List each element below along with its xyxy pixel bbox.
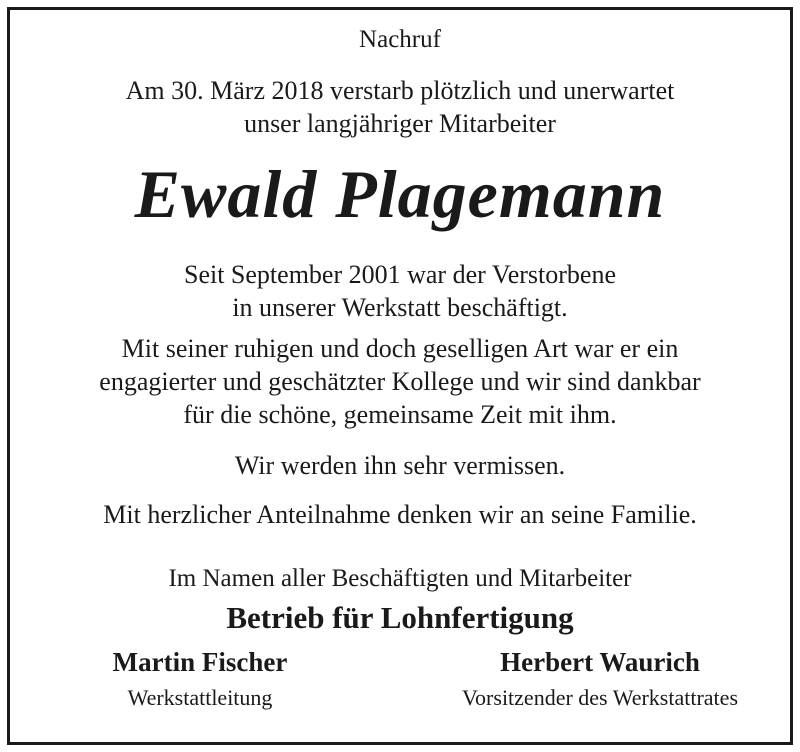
employment-line-1: Seit September 2001 war der Verstorbene [183, 260, 616, 289]
company-name: Betrieb für Lohnfertigung [226, 600, 574, 635]
obituary-notice [7, 7, 793, 745]
tribute-paragraph [10, 332, 790, 431]
signatory-role-left: Werkstattleitung [127, 685, 273, 710]
on-behalf-line: Im Namen aller Beschäftigten und Mitarbeiter [168, 565, 632, 592]
signatory-name-left: Martin Fischer [112, 647, 288, 677]
intro-line-2: unser langjähriger Mitarbeiter [244, 109, 556, 138]
employment-paragraph [10, 258, 790, 324]
intro-text [10, 74, 790, 140]
deceased-name: Ewald Plagemann [134, 156, 666, 232]
signatory-role-right: Vorsitzender des Werkstattrates [462, 685, 738, 710]
employment-line-2: in unserer Werkstatt beschäftigt. [232, 293, 568, 322]
condolence-sentence: Mit herzlicher Anteilnahme denken wir an seine Familie. [103, 500, 697, 529]
tribute-line-1: Mit seiner ruhigen und doch geselligen Art war er ein [121, 334, 679, 363]
intro-line-1: Am 30. März 2018 verstarb plötzlich und unerwartet [125, 76, 675, 105]
missing-sentence: Wir werden ihn sehr vermissen. [234, 451, 566, 480]
signatory-name-right: Herbert Waurich [500, 647, 700, 677]
tribute-line-3: für die schöne, gemeinsame Zeit mit ihm. [183, 400, 617, 429]
notice-heading: Nachruf [359, 26, 441, 53]
tribute-line-2: engagierter und geschätzter Kollege und wir sind dankbar [99, 367, 701, 396]
